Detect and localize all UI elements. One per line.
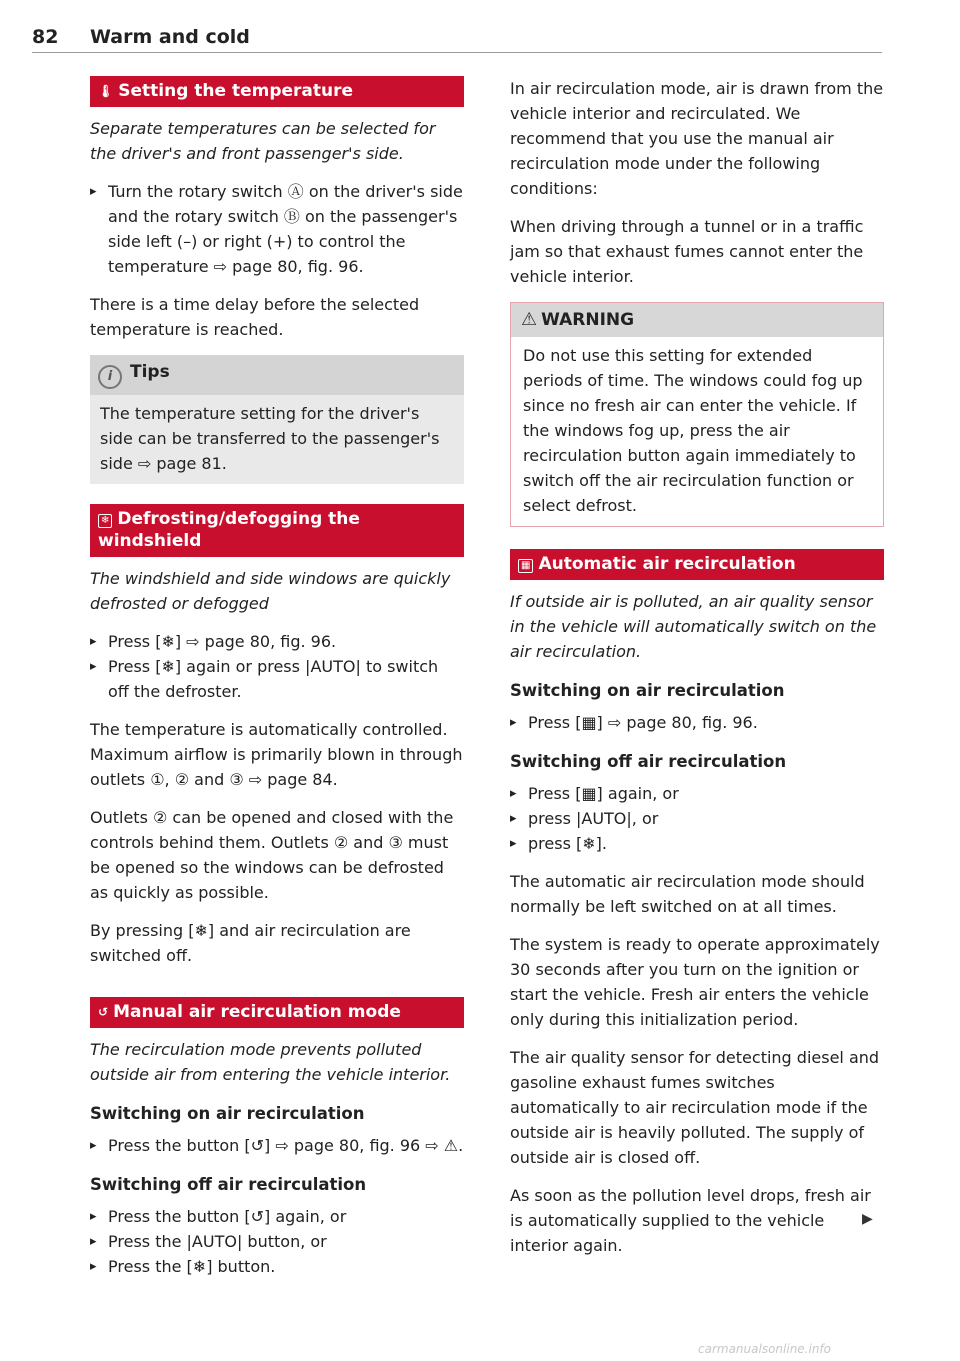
steps-temperature: [90, 179, 464, 279]
tips-header: i Tips: [90, 355, 464, 395]
paragraph: When driving through a tunnel or in a traffic jam so that exhaust fumes cannot enter the vehicle interior.: [510, 217, 864, 286]
subheading-switch-on: Switching on air recirculation: [510, 681, 785, 700]
paragraph: The air quality sensor for detecting diesel and gasoline exhaust fumes switches automatically to air recirculation mode if the outside air is heavily polluted. The supply of outside air is closed off.: [510, 1048, 880, 1167]
step-item: ▸ Turn the rotary switch Ⓐ on the driver's side and the rotary switch Ⓑ on the passenger's side left (–) or right (+) to control the temperature ⇨ page 80, fig. 96.: [90, 179, 464, 279]
step-item: ▸ Press the [❄] button.: [90, 1254, 464, 1279]
paragraph: By pressing [❄] and air recirculation are switched off.: [90, 921, 411, 965]
right-column: [510, 76, 884, 1271]
steps-switch-off: [510, 781, 884, 856]
left-column: [90, 76, 464, 1292]
steps-defrost: [90, 629, 464, 704]
page-header: [32, 26, 882, 53]
paragraph: Outlets ② can be opened and closed with the controls behind them. Outlets ② and ③ must be opened so the windows can be defrosted as quickly as possible.: [90, 808, 454, 902]
step-item: ▸ Press the button [↺] ⇨ page 80, fig. 96 ⇨ ⚠.: [90, 1133, 464, 1158]
intro-auto: If outside air is polluted, an air quality sensor in the vehicle will automatically switch on the air recirculation.: [510, 592, 877, 661]
section-heading-auto-recirculation: ▦ Automatic air recirculation: [510, 549, 884, 580]
steps-switch-off: [90, 1204, 464, 1279]
recirculation-icon: ↺: [98, 1005, 109, 1019]
step-item: ▸ Press the |AUTO| button, or: [90, 1229, 464, 1254]
section-heading-defrost: ❄ Defrosting/defogging the windshield: [90, 504, 464, 557]
intro-manual: The recirculation mode prevents polluted outside air from entering the vehicle interior.: [90, 1040, 451, 1084]
subheading-switch-off: Switching off air recirculation: [510, 752, 787, 771]
step-item: ▸ Press the button [↺] again, or: [90, 1204, 464, 1229]
thermometer-icon: 🌡︎: [98, 84, 114, 98]
section-heading-temperature: 🌡︎ Setting the temperature: [90, 76, 464, 107]
continue-arrow-icon: ▶: [862, 1211, 873, 1227]
warning-text: Do not use this setting for extended periods of time. The windows could fog up since no fresh air can enter the vehicle. If the windows fog up, press the air recirculation button again immediately to switch off the air recirculation function or select defrost.: [523, 346, 863, 515]
intro-temperature: Separate temperatures can be selected for the driver's and front passenger's side.: [90, 119, 436, 163]
chapter-title: Warm and cold: [90, 26, 250, 48]
auto-recirculation-icon: ▦: [518, 559, 533, 573]
info-icon: i: [98, 365, 122, 389]
paragraph: The temperature is automatically controlled. Maximum airflow is primarily blown in through outlets ①, ② and ③ ⇨ page 84.: [90, 720, 463, 789]
watermark: carmanualsonline.info: [698, 1342, 832, 1356]
paragraph: The system is ready to operate approximately 30 seconds after you turn on the ignition or start the vehicle. Fresh air enters the vehicle only during this initialization period.: [510, 935, 880, 1029]
step-item: ▸ Press [▦] again, or: [510, 781, 884, 806]
tips-text: The temperature setting for the driver's side can be transferred to the passenger's side ⇨ page 81.: [100, 404, 440, 473]
paragraph: There is a time delay before the selected temperature is reached.: [90, 295, 420, 339]
tips-box: [90, 355, 464, 484]
paragraph: In air recirculation mode, air is drawn from the vehicle interior and recirculated. We recommend that you use the manual air recirculation mode under the following conditions:: [510, 79, 884, 198]
warning-header: ⚠ WARNING: [511, 303, 883, 337]
subheading-switch-on: Switching on air recirculation: [90, 1104, 365, 1123]
step-item: ▸ press |AUTO|, or: [510, 806, 884, 831]
steps-switch-on: [510, 710, 884, 735]
warning-box: [510, 302, 884, 527]
defrost-icon: ❄: [98, 514, 112, 528]
step-item: ▸ press [❄].: [510, 831, 884, 856]
step-item: ▸ Press [❄] again or press |AUTO| to switch off the defroster.: [90, 654, 464, 704]
steps-switch-on: [90, 1133, 464, 1158]
paragraph: As soon as the pollution level drops, fresh air is automatically supplied to the vehicle interior again.: [510, 1186, 871, 1255]
paragraph: The automatic air recirculation mode should normally be left switched on at all times.: [510, 872, 865, 916]
intro-defrost: The windshield and side windows are quickly defrosted or defogged: [90, 569, 451, 613]
step-item: ▸ Press [▦] ⇨ page 80, fig. 96.: [510, 710, 884, 735]
section-heading-manual-recirculation: ↺ Manual air recirculation mode: [90, 997, 464, 1028]
page-number: 82: [32, 26, 59, 48]
step-item: ▸ Press [❄] ⇨ page 80, fig. 96.: [90, 629, 464, 654]
warning-icon: ⚠: [521, 309, 538, 330]
subheading-switch-off: Switching off air recirculation: [90, 1175, 367, 1194]
